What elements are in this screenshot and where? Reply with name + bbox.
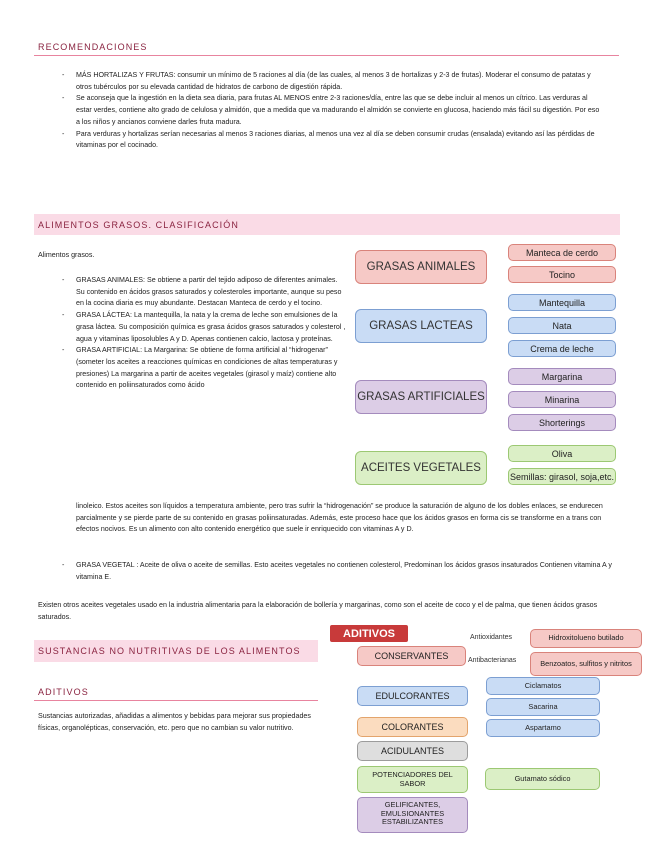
grasas-lacteas-box: GRASAS LACTEAS (355, 309, 487, 343)
list-item: - GRASAS ANIMALES: Se obtiene a partir del tejido adiposo de diferentes animales. Su contenido en ácidos grasos saturados y colesteroles importante, aunque su peso en la cocina diaria es muy abundante. Destacan Manteca de cerdo y el tocino. (62, 275, 347, 310)
grasos-footer: Existen otros aceites vegetales usado en la industria alimentaria para la elaboración de bollería y margarinas, como son el aceite de coco y el de palma, que tienen ácidos grasos saturados. (38, 601, 598, 621)
section-rule (34, 700, 318, 701)
potenciadores-box: POTENCIADORES DEL SABOR (357, 766, 468, 793)
grasos-continuation: linoleico. Estos aceites son líquidos a temperatura ambiente, pero tras sufrir la “hidrogenación” se produce la saturación de alguno de los dobles enlaces, se endurecen parcialmente y se pierde parte de su contenido en grasas poliinsaturadas. Además, este proceso hace que los ácidos grasos en forma cis se transforme en a trans con efectos nocivos. Es un alimento con alto contenido energético que suele ir enriquecido con vitaminas A y D. (76, 502, 603, 534)
section-title-grasos: ALIMENTOS GRASOS. CLASIFICACIÓN (38, 220, 239, 230)
section-rule (34, 55, 619, 56)
list-item: - GRASA ARTIFICIAL: La Margarina: Se obtiene de forma artificial al “hidrogenar” (someter los aceites a reacciones químicas en condiciones de altas temperaturas y presiones) La margarina a partir de aceites vegetales (girasol y maíz) contiene alto contenido en poliinsaturados como ácido (62, 345, 347, 392)
grasos-list-continued (62, 560, 618, 583)
list-item: - GRASA LÁCTEA: La mantequilla, la nata y la crema de leche son emulsiones de la grasa láctea. Su composición química es grasa ácidos grasos saturados y colesterol , agua y vitaminas liposolubles A y D. Apenas contienen calcio, lactosa y proteínas. (62, 310, 347, 345)
hidroxitolueno-box: Hidroxitolueno butilado (530, 629, 642, 648)
minarina-box: Minarina (508, 391, 616, 408)
sacarina-box: Sacarina (486, 698, 600, 716)
glutamato-box: Gutamato sódico (485, 768, 600, 790)
nata-box: Nata (508, 317, 616, 334)
semillas-box: Semillas: girasol, soja,etc. (508, 468, 616, 485)
list-item: - MÁS HORTALIZAS Y FRUTAS: consumir un mínimo de 5 raciones al día (de las cuales, al menos 3 de hortalizas y 2-3 de frutas). Moderar el consumo de patatas y otros tubérculos por su elevada cantidad de hidratos de carbono de digestión rápida. (62, 70, 602, 93)
list-item: - GRASA VEGETAL : Aceite de oliva o aceite de semillas. Esto aceites vegetales no contienen colesterol, Predominan los ácidos grasos insaturados Contienen vitamina A y vitamina E. (62, 560, 618, 583)
section-title-sustancias: SUSTANCIAS NO NUTRITIVAS DE LOS ALIMENTOS (38, 646, 301, 656)
tocino-box: Tocino (508, 266, 616, 283)
edulcorantes-box: EDULCORANTES (357, 686, 468, 706)
grasos-intro: Alimentos grasos. (38, 251, 95, 259)
antioxidantes-label: Antioxidantes (470, 634, 513, 641)
gelificantes-box: GELIFICANTES, EMULSIONANTES ESTABILIZANTES (357, 797, 468, 833)
aspartamo-box: Aspartamo (486, 719, 600, 737)
list-item: - Se aconseja que la ingestión en la dieta sea diaria, para frutas AL MENOS entre 2-3 raciones/día, entre las que se debe incluir al menos un cítrico. Las verduras al estar verdes, contiene alto grado de celulosa y almidón, que a medida que va madurando el almidón se convierte en glucosa, haciendo más fácil su digestión. Por eso a los niños y ancianos conviene darles fruta madura. (62, 93, 602, 128)
recomendaciones-list (62, 70, 602, 152)
grasas-artificiales-box: GRASAS ARTIFICIALES (355, 380, 487, 414)
list-item: - Para verduras y hortalizas serían necesarias al menos 3 raciones diarias, al menos una vez al día se deben consumir crudas (ensalada) evitando así las pérdidas de vitaminas por el cocinado. (62, 129, 602, 152)
benzoatos-box: Benzoatos, sulfitos y nitritos (530, 652, 642, 676)
aditivos-header-box: ADITIVOS (330, 625, 408, 642)
crema-leche-box: Crema de leche (508, 340, 616, 357)
colorantes-box: COLORANTES (357, 717, 468, 737)
oliva-box: Oliva (508, 445, 616, 462)
grasas-animales-box: GRASAS ANIMALES (355, 250, 487, 284)
mantequilla-box: Mantequilla (508, 294, 616, 311)
aditivos-text: Sustancias autorizadas, añadidas a alimentos y bebidas para mejorar sus propiedades físicas, organolépticas, conservación, etc. pero que no cambian su valor nutritivo. (38, 712, 311, 732)
section-title-recomendaciones: RECOMENDACIONES (38, 42, 148, 52)
ciclamatos-box: Ciclamatos (486, 677, 600, 695)
margarina-box: Margarina (508, 368, 616, 385)
grasos-list (62, 275, 347, 392)
manteca-cerdo-box: Manteca de cerdo (508, 244, 616, 261)
acidulantes-box: ACIDULANTES (357, 741, 468, 761)
shorterings-box: Shorterings (508, 414, 616, 431)
conservantes-box: CONSERVANTES (357, 646, 466, 666)
section-title-aditivos: ADITIVOS (38, 687, 89, 697)
antibacterianas-label: Antibacterianas (468, 657, 517, 664)
aceites-vegetales-box: ACEITES VEGETALES (355, 451, 487, 485)
